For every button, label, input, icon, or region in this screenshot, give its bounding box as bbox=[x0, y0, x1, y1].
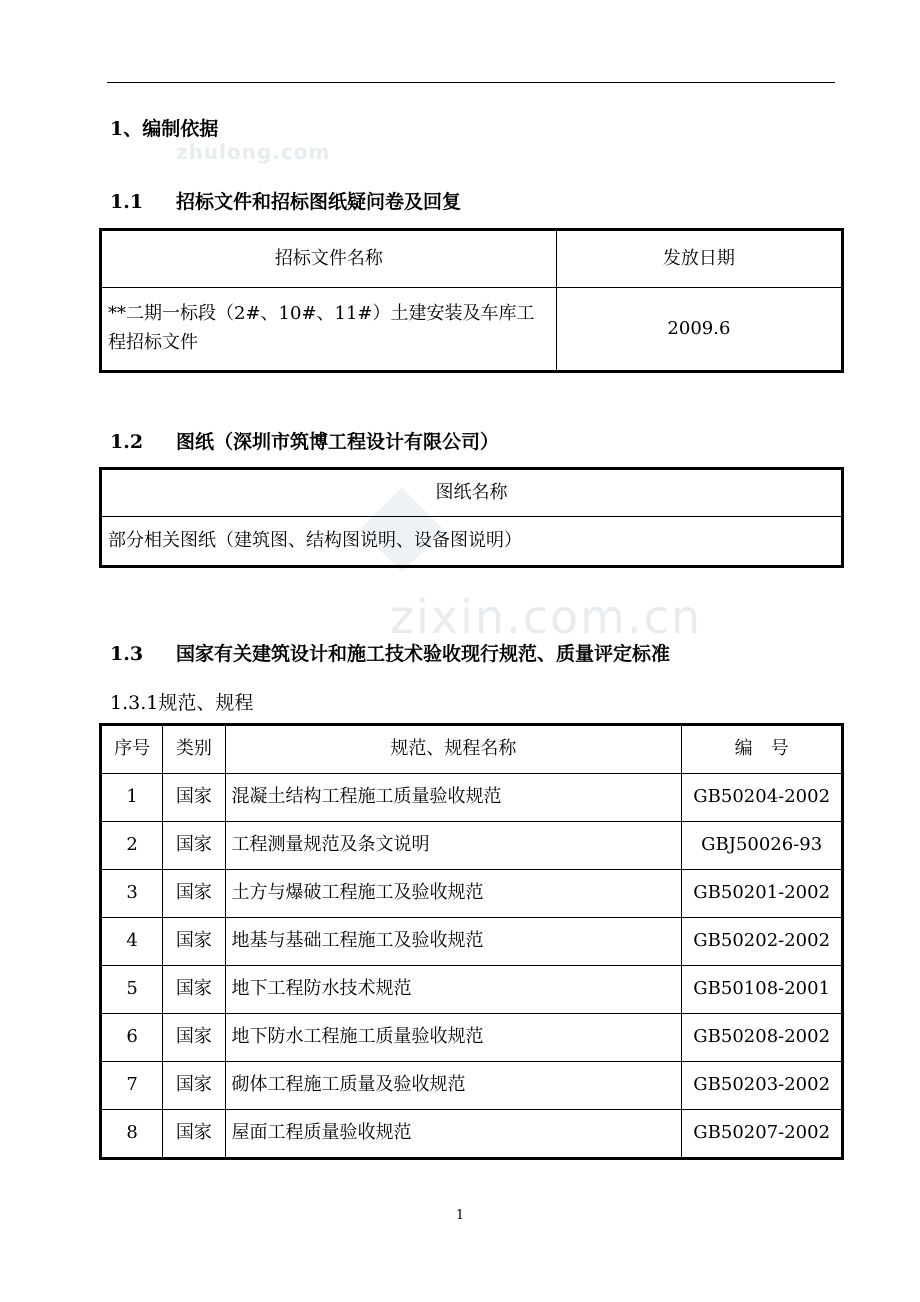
section-1-3-1-title: 1.3.1规范、规程 bbox=[110, 692, 254, 714]
table-row bbox=[101, 822, 843, 870]
table-cell: 混凝土结构工程施工质量验收规范 bbox=[225, 774, 682, 822]
section-1-1-heading bbox=[110, 187, 461, 214]
table-cell: 部分相关图纸（建筑图、结构图说明、设备图说明） bbox=[101, 517, 843, 567]
section-1-title: 1、编制依据 bbox=[110, 118, 219, 140]
table-cell: 7 bbox=[101, 1062, 163, 1110]
drawings-table bbox=[99, 467, 844, 568]
table-row bbox=[101, 870, 843, 918]
table-cell: 6 bbox=[101, 1014, 163, 1062]
section-1-2-heading bbox=[110, 427, 499, 454]
table-cell: 4 bbox=[101, 918, 163, 966]
table-cell: 国家 bbox=[163, 966, 225, 1014]
table-cell: 2 bbox=[101, 822, 163, 870]
section-1-1-number: 1.1 bbox=[110, 191, 144, 213]
section-1-3-heading bbox=[110, 639, 670, 666]
standards-table bbox=[99, 723, 844, 1160]
bid-documents-table bbox=[99, 228, 844, 373]
table-cell: 3 bbox=[101, 870, 163, 918]
table-cell: GB50207-2002 bbox=[682, 1110, 843, 1159]
table-cell: **二期一标段（2#、10#、11#）土建安装及车库工程招标文件 bbox=[101, 288, 557, 372]
table-cell: GB50201-2002 bbox=[682, 870, 843, 918]
table-row bbox=[101, 918, 843, 966]
section-1-2-title: 图纸（深圳市筑博工程设计有限公司） bbox=[176, 431, 500, 453]
table-cell: 地下工程防水技术规范 bbox=[225, 966, 682, 1014]
table-cell: 国家 bbox=[163, 822, 225, 870]
table-header-cell: 类别 bbox=[163, 725, 225, 774]
table-cell: 国家 bbox=[163, 1062, 225, 1110]
table-cell: GB50108-2001 bbox=[682, 966, 843, 1014]
page-number: 1 bbox=[455, 1208, 465, 1223]
table-cell: GB50204-2002 bbox=[682, 774, 843, 822]
section-1-2-number: 1.2 bbox=[110, 431, 144, 453]
table-cell: 土方与爆破工程施工及验收规范 bbox=[225, 870, 682, 918]
table-row bbox=[101, 774, 843, 822]
table-cell: 屋面工程质量验收规范 bbox=[225, 1110, 682, 1159]
table-row bbox=[101, 1014, 843, 1062]
section-1-3-title: 国家有关建筑设计和施工技术验收现行规范、质量评定标准 bbox=[176, 643, 671, 665]
table-cell: 工程测量规范及条文说明 bbox=[225, 822, 682, 870]
table-cell: 5 bbox=[101, 966, 163, 1014]
section-1-1-title: 招标文件和招标图纸疑问卷及回复 bbox=[176, 191, 462, 213]
table-row bbox=[101, 1110, 843, 1159]
table-cell: 8 bbox=[101, 1110, 163, 1159]
table-cell: 1 bbox=[101, 774, 163, 822]
table-header-cell: 发放日期 bbox=[556, 230, 842, 288]
table-cell: 国家 bbox=[163, 918, 225, 966]
table-cell: 国家 bbox=[163, 1110, 225, 1159]
table-cell: 国家 bbox=[163, 870, 225, 918]
table-cell: 地基与基础工程施工及验收规范 bbox=[225, 918, 682, 966]
table-cell: 国家 bbox=[163, 1014, 225, 1062]
section-1-3-number: 1.3 bbox=[110, 643, 144, 665]
table-row bbox=[101, 1062, 843, 1110]
table-header-cell: 规范、规程名称 bbox=[225, 725, 682, 774]
table-cell: 砌体工程施工质量及验收规范 bbox=[225, 1062, 682, 1110]
table-header-cell: 招标文件名称 bbox=[101, 230, 557, 288]
table-cell: GBJ50026-93 bbox=[682, 822, 843, 870]
table-cell: 地下防水工程施工质量验收规范 bbox=[225, 1014, 682, 1062]
table-cell: 国家 bbox=[163, 774, 225, 822]
table-header-cell: 序号 bbox=[101, 725, 163, 774]
watermark-middle: zixin.com.cn bbox=[390, 590, 703, 644]
table-header-cell: 图纸名称 bbox=[101, 469, 843, 517]
table-cell: GB50202-2002 bbox=[682, 918, 843, 966]
table-row bbox=[101, 966, 843, 1014]
watermark-top: zhulong.com bbox=[176, 140, 331, 164]
table-cell: GB50208-2002 bbox=[682, 1014, 843, 1062]
table-cell: GB50203-2002 bbox=[682, 1062, 843, 1110]
header-rule bbox=[107, 82, 835, 83]
table-cell: 2009.6 bbox=[556, 288, 842, 372]
table-header-cell: 编 号 bbox=[682, 725, 843, 774]
